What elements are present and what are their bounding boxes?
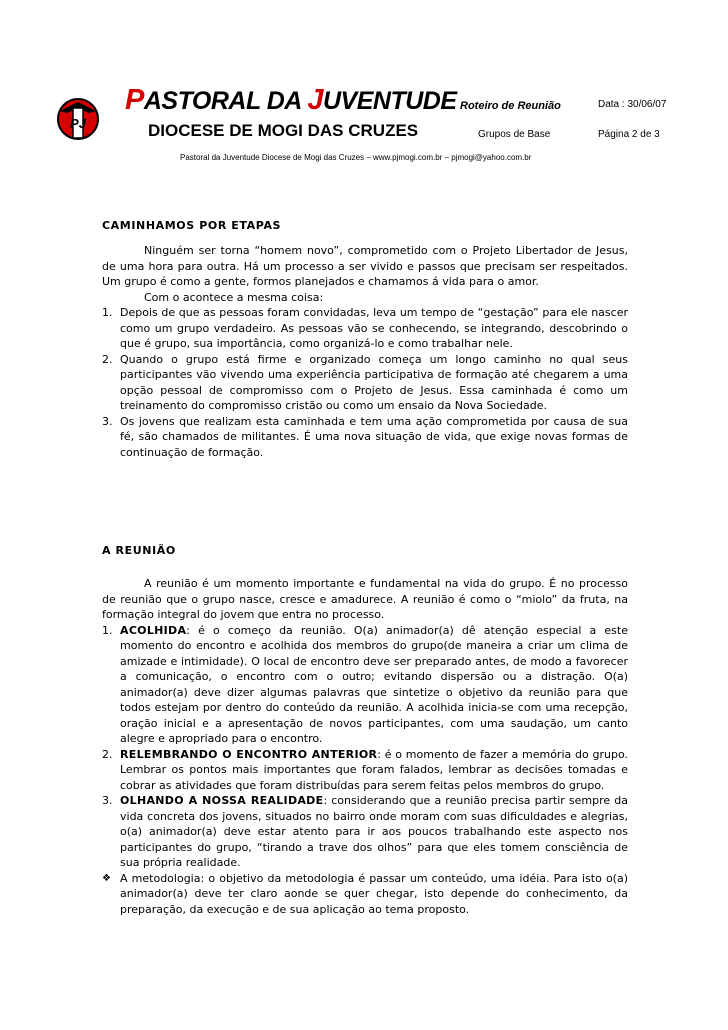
- list-label: RELEMBRANDO O ENCONTRO ANTERIOR: [120, 747, 378, 761]
- logo-text: PJ: [70, 116, 86, 131]
- list-text: Depois de que as pessoas foram convidadas, leva um tempo de “gestação” para ele nascer como um grupo verdadeiro. As pessoas vão se conhecendo, se integrando, descobrindo o que é grupo, sua importância, como organizá-lo e como trabalhar nele.: [120, 306, 628, 350]
- bullet-item: [102, 871, 628, 918]
- list-item: [102, 747, 628, 794]
- section-reuniao-body: [102, 576, 628, 917]
- diamond-bullet-icon: ❖: [102, 872, 111, 884]
- list-item: [102, 623, 628, 747]
- org-title-p: P: [125, 84, 144, 116]
- paragraph: A reunião é um momento importante e fundamental na vida do grupo. É no processo de reunião que o grupo nasce, cresce e amadurece. A reunião é como o “miolo” da fruta, na formação integral do jovem que entra no processo.: [102, 577, 628, 621]
- doc-date: Data : 30/06/07: [598, 99, 667, 110]
- list-text: Quando o grupo está firme e organizado começa um longo caminho no qual seus participantes vão vivendo uma experiência participativa de formação até chegarem a uma opção pessoal de compromisso com o Projeto de Jesus. Essa caminhada é como um treinamento do compromisso cristão ou como um ensaio da Nova Sociedade.: [120, 352, 628, 412]
- list-item: [102, 305, 628, 352]
- list-text: : considerando que a reunião precisa partir sempre da vida concreta dos jovens, situados no bairro onde moram com suas dificuldades e alegrias, o(a) animador(a) deve estar atento para ir aos poucos trabalhando este aspecto nos participantes do grupo, “tirando a trave dos olhos” para que eles tomem consciência de sua própria realidade.: [120, 794, 628, 869]
- org-title: [125, 84, 457, 117]
- list-number: 1.: [102, 623, 113, 637]
- org-title-astoral: ASTORAL DA: [143, 87, 308, 115]
- pj-logo-icon: [56, 96, 100, 142]
- list-number: 3.: [102, 414, 113, 428]
- paragraph: Com o acontece a mesma coisa:: [144, 290, 324, 304]
- org-title-uventude: UVENTUDE: [322, 87, 457, 115]
- paragraph: Ninguém ser torna “homem novo”, comprometido com o Projeto Libertador de Jesus, de uma hora para outra. Há um processo a ser vivido e passos que precisam ser respeitados. Um grupo é como a gente, formos planejados e chamamos á vida para o amor.: [102, 244, 628, 288]
- page-number: Página 2 de 3: [598, 129, 660, 140]
- list-label: ACOLHIDA: [120, 623, 187, 637]
- list-item: [102, 352, 628, 414]
- list-item: [102, 414, 628, 461]
- diocese-title: DIOCESE DE MOGI DAS CRUZES: [148, 121, 419, 140]
- list-text: : é o momento de fazer a memória do grupo. Lembrar os pontos mais importantes que foram falados, lembrar as decisões tomadas e cobrar as atividades que foram distribuídas para serem feitas pelos membros do grupo.: [120, 747, 628, 792]
- list-text: A metodologia: o objetivo da metodologia é passar um conteúdo, uma idéia. Para isto o(a) animador(a) deve ter claro aonde se quer chegar, isto depende do conhecimento, da preparação, da execução e de sua aplicação ao tema proposto.: [120, 871, 628, 916]
- list-number: 2.: [102, 747, 113, 761]
- section-caminhamos-body: [102, 243, 628, 460]
- list-item: [102, 793, 628, 871]
- section-title-caminhamos: CAMINHAMOS POR ETAPAS: [102, 219, 282, 232]
- credit-line: Pastoral da Juventude Diocese de Mogi das Cruzes – www.pjmogi.com.br – pjmogi@yahoo.com.br: [180, 153, 532, 162]
- section-title-reuniao: A REUNIÃO: [102, 544, 176, 557]
- doc-group: Grupos de Base: [478, 129, 551, 140]
- list-number: 3.: [102, 794, 113, 807]
- list-label: OLHANDO A NOSSA REALIDADE: [120, 794, 324, 807]
- list-number: 2.: [102, 352, 113, 366]
- list-number: 1.: [102, 306, 113, 319]
- list-text: : é o começo da reunião. O(a) animador(a) dê atenção especial a este momento do encontro e acolhida dos membros do grupo(de maneira a criar um clima de amizade e intimidade). O local de encontro deve ser preparado antes, de modo a favorecer a comunicação, o encontro com o outro; evitando dispersão ou a distração. O(a) animador(a) deve dizer algumas palavras que sintetize o objetivo da reunião para que todos estejam por dentro do conteúdo da reunião. A acolhida inicia-se com uma recepção, oração inicial e a apresentação de novos participantes, com uma saudação, um canto alegre e apropriado para o encontro.: [120, 623, 628, 745]
- doc-type: Roteiro de Reunião: [460, 100, 561, 112]
- list-text: Os jovens que realizam esta caminhada e tem uma ação comprometida por causa de sua fé, são chamados de militantes. É uma nova situação de vida, que exige novas formas de continuação de formação.: [120, 414, 628, 459]
- org-title-j: J: [307, 84, 323, 116]
